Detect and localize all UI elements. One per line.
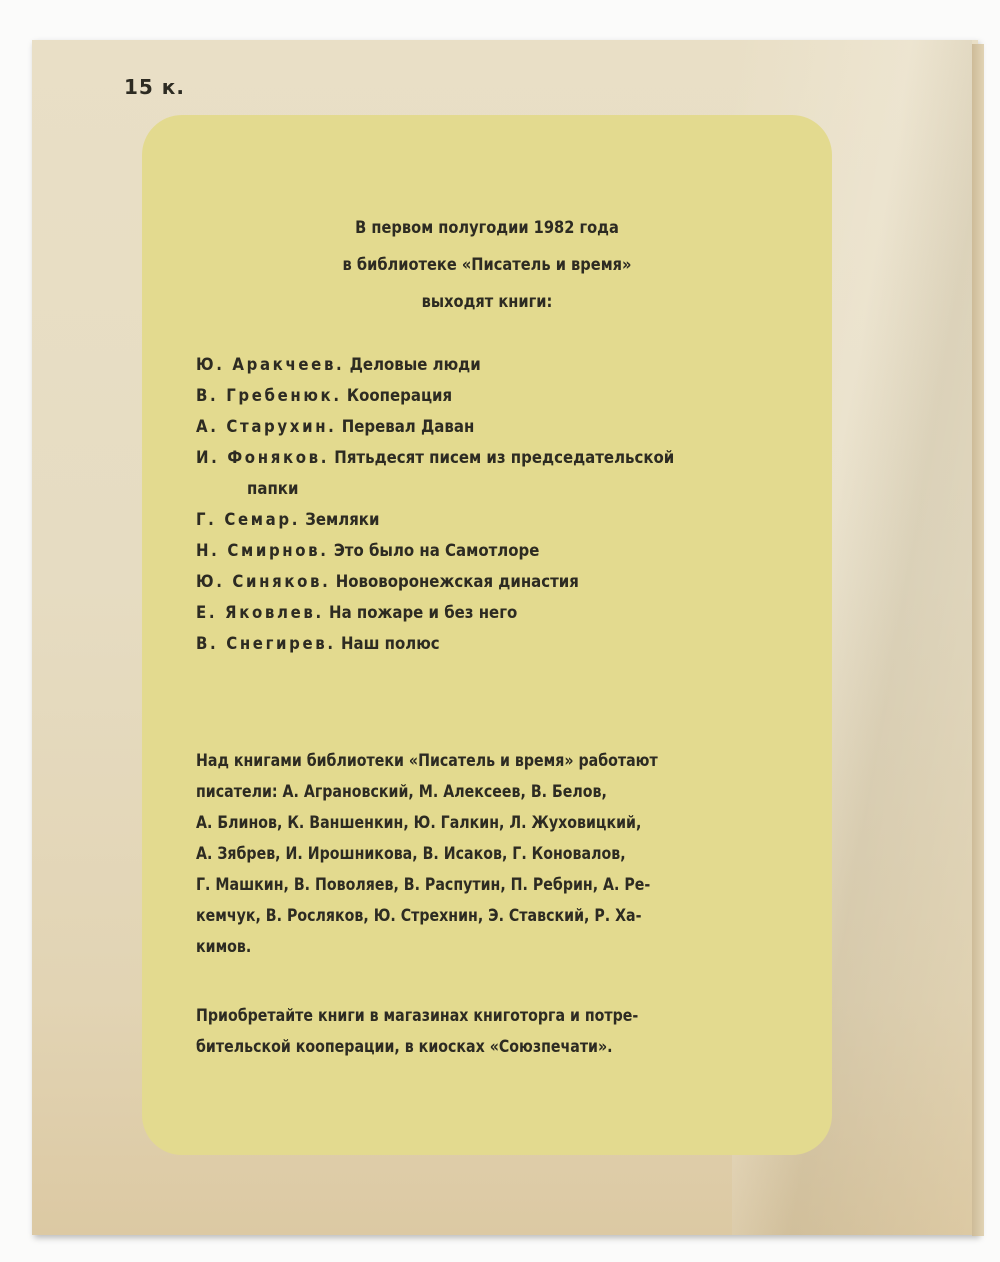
- heading-line: в библиотеке «Писатель и время»: [342, 255, 632, 275]
- book-list: [196, 350, 836, 660]
- book-title: Нововоронежская династия: [335, 572, 579, 592]
- book-author: Ю. Синяков.: [196, 572, 331, 592]
- book-entry: [196, 536, 759, 567]
- paragraph-line: кимов.: [196, 937, 252, 956]
- book-entry: [196, 381, 759, 412]
- price-label: 15 к.: [124, 75, 185, 99]
- book-spine-edge: [972, 44, 984, 1236]
- book-author: Е. Яковлев.: [196, 603, 324, 623]
- book-entry: [196, 567, 759, 598]
- paragraph-line: А. Блинов, К. Ваншенкин, Ю. Галкин, Л. Жуховицкий,: [196, 813, 642, 832]
- book-title: папки: [247, 479, 299, 499]
- book-entry: [196, 412, 759, 443]
- paragraph-line: бительской кооперации, в киосках «Союзпечати».: [196, 1037, 613, 1056]
- paragraph-line: Над книгами библиотеки «Писатель и время» работают: [196, 751, 658, 770]
- book-title: Пятьдесят писем из председательской: [334, 448, 675, 468]
- heading-line: В первом полугодии 1982 года: [355, 218, 619, 238]
- book-entry: [196, 443, 759, 474]
- writers-paragraph: [196, 745, 836, 962]
- book-title: Земляки: [305, 510, 380, 530]
- book-back-cover: [32, 40, 978, 1235]
- book-entry: [196, 598, 759, 629]
- paragraph-line: писатели: А. Аграновский, М. Алексеев, В. Белов,: [196, 782, 607, 801]
- announcement-heading: [190, 210, 783, 321]
- book-title: Это было на Самотлоре: [333, 541, 540, 561]
- book-author: Ю. Аракчеев.: [196, 355, 345, 375]
- book-title: Кооперация: [346, 386, 453, 406]
- book-author: В. Гребенюк.: [196, 386, 342, 406]
- book-title: Наш полюс: [340, 634, 440, 654]
- announcement-panel: [142, 115, 832, 1155]
- book-title: Перевал Даван: [341, 417, 475, 437]
- paragraph-line: Приобретайте книги в магазинах книготорга и потре-: [196, 1006, 639, 1025]
- book-title: На пожаре и без него: [329, 603, 518, 623]
- purchase-paragraph: [196, 1000, 836, 1062]
- book-author: А. Старухин.: [196, 417, 337, 437]
- book-entry-continuation: [196, 474, 759, 505]
- book-entry: [196, 505, 759, 536]
- book-author: Г. Семар.: [196, 510, 301, 530]
- book-author: В. Снегирев.: [196, 634, 336, 654]
- book-title: Деловые люди: [349, 355, 481, 375]
- heading-line: выходят книги:: [421, 292, 553, 312]
- paragraph-line: кемчук, В. Росляков, Ю. Стрехнин, Э. Ставский, Р. Ха-: [196, 906, 642, 925]
- book-entry: [196, 629, 759, 660]
- book-entry: [196, 350, 759, 381]
- book-author: Н. Смирнов.: [196, 541, 329, 561]
- book-author: И. Фоняков.: [196, 448, 330, 468]
- paragraph-line: Г. Машкин, В. Поволяев, В. Распутин, П. Ребрин, А. Ре-: [196, 875, 651, 894]
- paragraph-line: А. Зябрев, И. Ирошникова, В. Исаков, Г. Коновалов,: [196, 844, 626, 863]
